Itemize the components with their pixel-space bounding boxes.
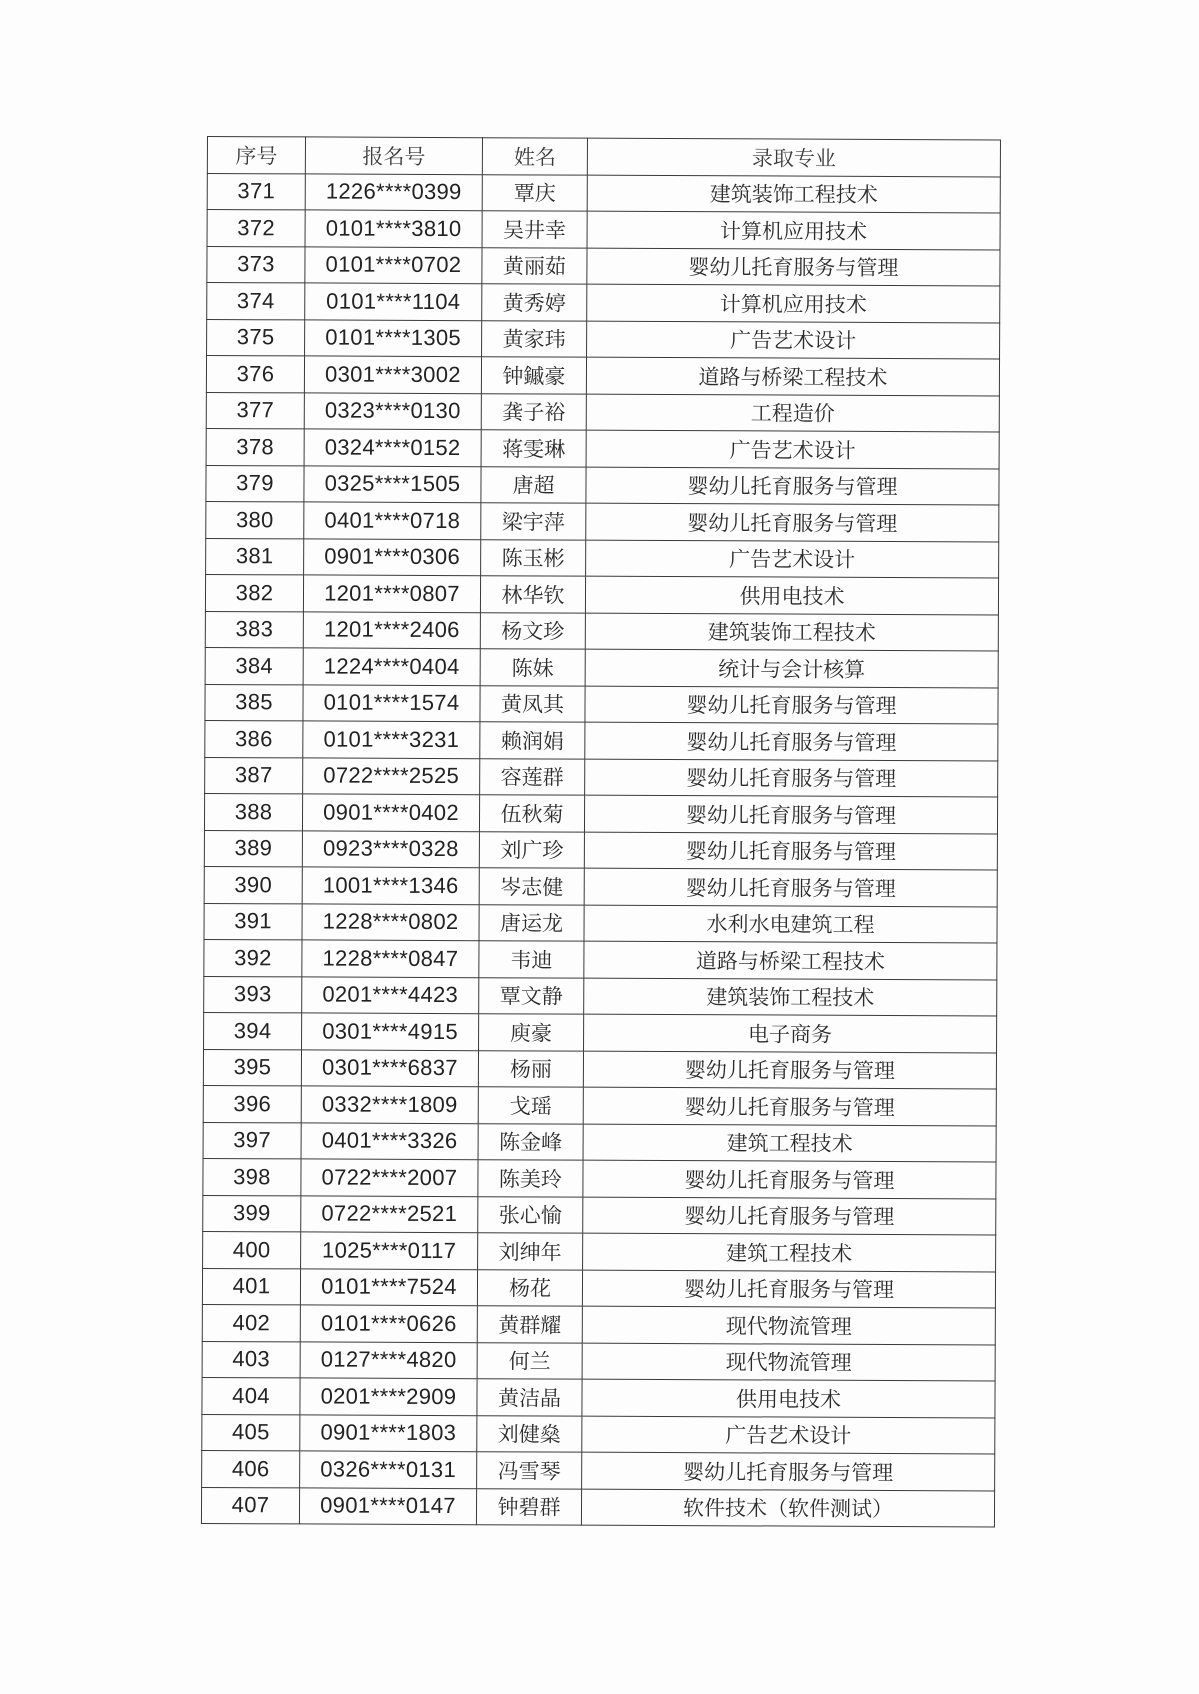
table-row: [202, 1304, 995, 1344]
table-row: [204, 939, 997, 979]
cell-name: 容莲群: [480, 758, 585, 795]
cell-name: 蒋雯琳: [481, 430, 586, 467]
cell-seq: 384: [205, 647, 303, 684]
cell-major: 工程造价: [586, 394, 999, 432]
cell-name: 黄丽茹: [482, 247, 587, 284]
cell-name: 陈玉彬: [481, 539, 586, 576]
cell-major: 婴幼儿托育服务与管理: [584, 868, 997, 906]
cell-seq: 404: [202, 1377, 300, 1414]
cell-registration-number: 0101****1305: [305, 319, 482, 356]
cell-seq: 383: [205, 611, 303, 648]
cell-name: 覃文静: [479, 977, 584, 1014]
cell-registration-number: 0127****4820: [300, 1341, 477, 1378]
table-row: [202, 1377, 995, 1417]
cell-seq: 376: [206, 356, 304, 393]
cell-major: 供用电技术: [582, 1379, 995, 1417]
table-row: [207, 283, 1000, 323]
cell-name: 张心愉: [478, 1196, 583, 1233]
table-row: [203, 1085, 996, 1125]
cell-registration-number: 0101****1104: [305, 283, 482, 320]
cell-name: 钟碧群: [476, 1488, 581, 1525]
cell-major: 婴幼儿托育服务与管理: [584, 832, 997, 870]
cell-registration-number: 0901****0147: [299, 1487, 476, 1524]
cell-major: 婴幼儿托育服务与管理: [585, 722, 998, 760]
header-name: 姓名: [482, 138, 587, 175]
cell-name: 何兰: [477, 1342, 582, 1379]
table-row: [207, 319, 1000, 359]
cell-name: 吴井幸: [482, 211, 587, 248]
cell-major: 婴幼儿托育服务与管理: [582, 1270, 995, 1308]
cell-major: 现代物流管理: [582, 1306, 995, 1344]
table-row: [206, 392, 999, 432]
cell-major: 水利水电建筑工程: [584, 905, 997, 943]
cell-major: 婴幼儿托育服务与管理: [583, 1051, 996, 1089]
cell-registration-number: 1201****0807: [303, 575, 480, 612]
cell-seq: 375: [207, 319, 305, 356]
cell-seq: 399: [203, 1195, 301, 1232]
cell-seq: 372: [207, 210, 305, 247]
cell-registration-number: 1025****0117: [301, 1232, 478, 1269]
cell-seq: 395: [203, 1049, 301, 1086]
table-row: [205, 647, 998, 687]
cell-registration-number: 1001****1346: [302, 867, 479, 904]
cell-major: 供用电技术: [585, 576, 998, 614]
cell-name: 岑志健: [479, 868, 584, 905]
cell-seq: 389: [204, 830, 302, 867]
cell-seq: 379: [206, 465, 304, 502]
table-row: [203, 1195, 996, 1235]
cell-name: 刘广珍: [479, 831, 584, 868]
cell-registration-number: 1228****0847: [302, 940, 479, 977]
cell-registration-number: 0101****3810: [305, 210, 482, 247]
table-row: [204, 866, 997, 906]
cell-name: 伍秋菊: [479, 795, 584, 832]
table-row: [205, 720, 998, 760]
cell-name: 黄凤其: [480, 685, 585, 722]
cell-major: 建筑工程技术: [583, 1233, 996, 1271]
cell-major: 建筑装饰工程技术: [584, 978, 997, 1016]
cell-seq: 381: [206, 538, 304, 575]
cell-registration-number: 0201****2909: [300, 1378, 477, 1415]
admission-table: [201, 136, 1001, 1527]
cell-major: 婴幼儿托育服务与管理: [586, 467, 999, 505]
header-registration-number: 报名号: [305, 137, 482, 174]
table-row: [202, 1450, 995, 1490]
table-header-row: [207, 137, 1000, 177]
cell-name: 杨文珍: [480, 612, 585, 649]
cell-registration-number: 0101****3231: [303, 721, 480, 758]
cell-major: 计算机应用技术: [587, 211, 1000, 249]
cell-name: 覃庆: [482, 174, 587, 211]
cell-major: 道路与桥梁工程技术: [586, 357, 999, 395]
cell-name: 黄群耀: [477, 1306, 582, 1343]
table-row: [206, 356, 999, 396]
table-row: [205, 757, 998, 797]
table-row: [206, 538, 999, 578]
cell-major: 电子商务: [584, 1014, 997, 1052]
cell-seq: 388: [204, 793, 302, 830]
cell-registration-number: 0901****0402: [302, 794, 479, 831]
cell-seq: 387: [205, 757, 303, 794]
cell-seq: 403: [202, 1341, 300, 1378]
cell-name: 梁宇萍: [481, 503, 586, 540]
cell-name: 戈瑶: [478, 1087, 583, 1124]
cell-registration-number: 0722****2521: [301, 1195, 478, 1232]
table-row: [206, 501, 999, 541]
cell-major: 道路与桥梁工程技术: [584, 941, 997, 979]
cell-registration-number: 0323****0130: [304, 392, 481, 429]
cell-major: 婴幼儿托育服务与管理: [587, 248, 1000, 286]
cell-registration-number: 0201****4423: [302, 976, 479, 1013]
cell-seq: 391: [204, 903, 302, 940]
cell-seq: 377: [206, 392, 304, 429]
cell-registration-number: 0722****2525: [303, 757, 480, 794]
table-row: [203, 1122, 996, 1162]
cell-seq: 374: [207, 283, 305, 320]
table-row: [201, 1487, 994, 1527]
table-row: [202, 1268, 995, 1308]
cell-name: 陈金峰: [478, 1123, 583, 1160]
cell-registration-number: 0325****1505: [304, 465, 481, 502]
cell-major: 婴幼儿托育服务与管理: [582, 1452, 995, 1490]
cell-seq: 390: [204, 866, 302, 903]
table-row: [207, 246, 1000, 286]
table-row: [204, 976, 997, 1016]
cell-seq: 396: [203, 1085, 301, 1122]
cell-name: 刘绅年: [478, 1233, 583, 1270]
table-row: [204, 903, 997, 943]
cell-seq: 406: [202, 1450, 300, 1487]
cell-seq: 382: [205, 574, 303, 611]
cell-registration-number: 0332****1809: [301, 1086, 478, 1123]
cell-seq: 398: [203, 1158, 301, 1195]
table-row: [203, 1231, 996, 1271]
cell-seq: 378: [206, 428, 304, 465]
cell-name: 刘健燊: [477, 1415, 582, 1452]
cell-name: 赖润娟: [480, 722, 585, 759]
cell-major: 广告艺术设计: [587, 321, 1000, 359]
cell-name: 龚子裕: [481, 393, 586, 430]
table-row: [207, 210, 1000, 250]
cell-major: 婴幼儿托育服务与管理: [584, 795, 997, 833]
cell-seq: 401: [202, 1268, 300, 1305]
cell-registration-number: 0324****0152: [304, 429, 481, 466]
cell-major: 软件技术（软件测试）: [581, 1489, 994, 1527]
cell-name: 黄秀婷: [482, 284, 587, 321]
cell-major: 广告艺术设计: [586, 430, 999, 468]
table-row: [205, 611, 998, 651]
cell-name: 韦迪: [479, 941, 584, 978]
cell-registration-number: 1226****0399: [305, 173, 482, 210]
table-row: [202, 1341, 995, 1381]
cell-registration-number: 0101****1574: [303, 684, 480, 721]
cell-name: 钟鏚豪: [481, 357, 586, 394]
cell-registration-number: 0101****7524: [300, 1268, 477, 1305]
cell-major: 婴幼儿托育服务与管理: [583, 1160, 996, 1198]
header-major: 录取专业: [587, 138, 1000, 176]
cell-seq: 380: [206, 501, 304, 538]
cell-name: 陈妹: [480, 649, 585, 686]
cell-name: 陈美玲: [478, 1160, 583, 1197]
table-row: [203, 1158, 996, 1198]
cell-major: 广告艺术设计: [586, 540, 999, 578]
cell-major: 婴幼儿托育服务与管理: [583, 1197, 996, 1235]
cell-registration-number: 0901****0306: [304, 538, 481, 575]
cell-seq: 405: [202, 1414, 300, 1451]
cell-seq: 385: [205, 684, 303, 721]
cell-name: 唐运龙: [479, 904, 584, 941]
cell-seq: 386: [205, 720, 303, 757]
cell-major: 婴幼儿托育服务与管理: [583, 1087, 996, 1125]
cell-registration-number: 0301****3002: [304, 356, 481, 393]
table-row: [202, 1414, 995, 1454]
cell-major: 建筑装饰工程技术: [587, 175, 1000, 213]
cell-seq: 371: [207, 173, 305, 210]
cell-major: 建筑工程技术: [583, 1124, 996, 1162]
cell-major: 婴幼儿托育服务与管理: [586, 503, 999, 541]
cell-registration-number: 0101****0626: [300, 1305, 477, 1342]
cell-registration-number: 1201****2406: [303, 611, 480, 648]
cell-name: 庾豪: [479, 1014, 584, 1051]
cell-seq: 392: [204, 939, 302, 976]
cell-major: 计算机应用技术: [587, 284, 1000, 322]
cell-name: 黄家玮: [482, 320, 587, 357]
cell-name: 唐超: [481, 466, 586, 503]
cell-name: 黄洁晶: [477, 1379, 582, 1416]
table-body: [201, 173, 1000, 1527]
cell-seq: 400: [203, 1231, 301, 1268]
cell-major: 广告艺术设计: [582, 1416, 995, 1454]
table-row: [203, 1049, 996, 1089]
table-row: [204, 830, 997, 870]
cell-registration-number: 0401****0718: [304, 502, 481, 539]
cell-registration-number: 0401****3326: [301, 1122, 478, 1159]
cell-name: 杨丽: [478, 1050, 583, 1087]
cell-seq: 394: [204, 1012, 302, 1049]
table-row: [206, 428, 999, 468]
table-row: [204, 793, 997, 833]
cell-major: 婴幼儿托育服务与管理: [585, 759, 998, 797]
table-row: [205, 574, 998, 614]
cell-registration-number: 0901****1803: [300, 1414, 477, 1451]
cell-registration-number: 1224****0404: [303, 648, 480, 685]
header-seq: 序号: [207, 137, 305, 174]
cell-major: 统计与会计核算: [585, 649, 998, 687]
cell-registration-number: 1228****0802: [302, 903, 479, 940]
cell-registration-number: 0722****2007: [301, 1159, 478, 1196]
table-row: [207, 173, 1000, 213]
cell-seq: 407: [201, 1487, 299, 1524]
table-row: [204, 1012, 997, 1052]
cell-seq: 397: [203, 1122, 301, 1159]
table-row: [206, 465, 999, 505]
cell-name: 林华钦: [480, 576, 585, 613]
cell-seq: 393: [204, 976, 302, 1013]
cell-registration-number: 0326****0131: [300, 1451, 477, 1488]
cell-registration-number: 0101****0702: [305, 246, 482, 283]
cell-name: 冯雪琴: [477, 1452, 582, 1489]
cell-name: 杨花: [477, 1269, 582, 1306]
cell-registration-number: 0301****4915: [302, 1013, 479, 1050]
cell-major: 建筑装饰工程技术: [585, 613, 998, 651]
table-row: [205, 684, 998, 724]
cell-seq: 373: [207, 246, 305, 283]
cell-registration-number: 0301****6837: [301, 1049, 478, 1086]
cell-registration-number: 0923****0328: [302, 830, 479, 867]
cell-major: 婴幼儿托育服务与管理: [585, 686, 998, 724]
cell-seq: 402: [202, 1304, 300, 1341]
cell-major: 现代物流管理: [582, 1343, 995, 1381]
